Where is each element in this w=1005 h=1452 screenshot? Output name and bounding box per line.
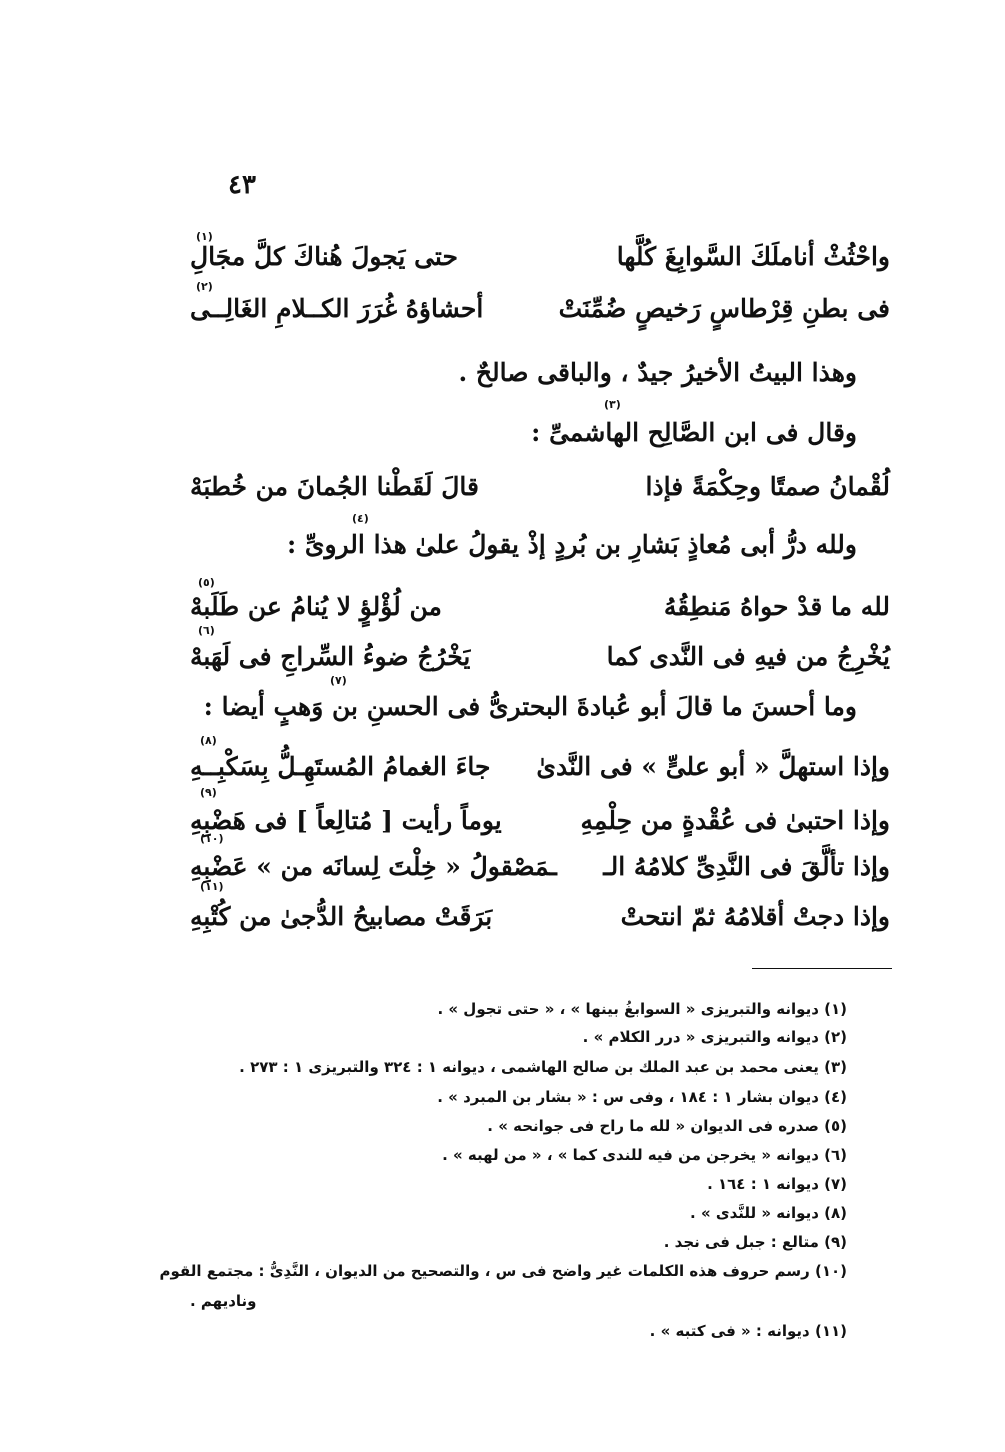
footnote-marker: (٥) xyxy=(198,576,215,589)
footnote-line: (٧) ديوانه ١ : ١٦٤ . xyxy=(707,1175,847,1193)
verse-line xyxy=(190,846,890,890)
prose-line: ولله درُّ أبى مُعاذٍ بَشارِ بن بُردٍ إذْ يقولُ علىٰ هذا الروىِّ : xyxy=(286,530,857,559)
verse-line xyxy=(190,288,890,332)
footnote-marker: (١) xyxy=(196,230,213,243)
prose-line: وما أحسنَ ما قالَ أبو عُبادةَ البحترىُّ فى الحسنِ بن وَهبٍ أيضا : xyxy=(203,692,857,721)
verse-hemistich-second: حتى يَجولَ هُناكَ كلَّ مجَالِ xyxy=(190,242,458,271)
prose-line: وقال فى ابن الصَّالِح الهاشمىِّ : xyxy=(531,418,857,447)
verse-line xyxy=(190,466,890,510)
verse-hemistich-second: أحشاؤهُ غُرَرَ الكــلامِ الغَالِــى xyxy=(190,294,484,323)
verse-hemistich-second: يَخْرُجُ ضوءُ السِّراجِ فى لَهَبهْ xyxy=(190,642,471,671)
footnote-line: (١١) ديوانه : « فى كتبه » . xyxy=(649,1322,847,1340)
footnote-line: (٤) ديوان بشار ١ : ١٨٤ ، وفى س : « بشار بن المبرد » . xyxy=(437,1088,847,1106)
footnote-marker: (١٠) xyxy=(200,832,224,845)
footnote-marker: (٢) xyxy=(196,280,213,293)
verse-line xyxy=(190,236,890,280)
footnote-marker: (٦) xyxy=(198,624,215,637)
footnote-marker: (٩) xyxy=(200,786,217,799)
footnote-separator xyxy=(752,968,892,969)
footnote-line: (٩) متالع : جبل فى نجد . xyxy=(663,1233,847,1251)
footnote-line: (٨) ديوانه « للنَّدى » . xyxy=(690,1204,847,1222)
verse-line xyxy=(190,586,890,630)
verse-hemistich-first: فى بطنِ قِرْطاسٍ رَخيصٍ ضُمِّنَتْ xyxy=(558,294,890,323)
footnote-marker: (٤) xyxy=(352,512,369,525)
footnote-marker: (١١) xyxy=(200,880,224,893)
verse-hemistich-first: وإذا احتبىٰ فى عُقْدةٍ من حِلْمِهِ xyxy=(580,806,890,835)
verse-hemistich-second: جاءَ الغمامُ المُستَهِـلُّ بِسَكْبِــهِ xyxy=(190,752,491,781)
verse-hemistich-second: من لُؤْلؤٍ لا يُنامُ عن طَلَبهْ xyxy=(190,592,442,621)
verse-hemistich-first: لُقْمانُ صمتًا وحِكْمَةً فإذا xyxy=(645,472,890,501)
verse-line xyxy=(190,746,890,790)
verse-hemistich-first: واحْثُثْ أناملَكَ السَّوابِغَ كُلَّها xyxy=(616,242,890,271)
footnote-line: (١٠) رسم حروف هذه الكلمات غير واضح فى س ، والتصحيح من الديوان ، النَّدِىُّ : مجتمع القوم xyxy=(159,1262,847,1280)
footnote-line: (١) ديوانه والتبريزى « السوابغُ بينها » ، « حتى تجول » . xyxy=(437,1000,847,1018)
verse-line xyxy=(190,636,890,680)
footnote-line: (٥) صدره فى الديوان « لله ما راح فى جوانحه » . xyxy=(487,1117,847,1135)
verse-line xyxy=(190,800,890,844)
verse-line xyxy=(190,896,890,940)
footnote-marker: (٨) xyxy=(200,734,217,747)
footnote-marker: (٣) xyxy=(604,398,621,411)
verse-hemistich-first: لله ما قدْ حواهُ مَنطِقُهُ xyxy=(663,592,890,621)
prose-line: وهذا البيتُ الأخيرُ جيدٌ ، والباقى صالحٌ . xyxy=(458,358,857,387)
verse-hemistich-second: قالَ لَقَطْنا الجُمانَ من خُطبَهْ xyxy=(190,472,479,501)
verse-hemistich-first: وإذا دجتْ أقلامُهُ ثمّ انتحتْ xyxy=(620,902,890,931)
footnote-marker: (٧) xyxy=(330,674,347,687)
verse-hemistich-second: بَرَقَتْ مصابيحُ الدُّجىٰ من كُتْبِهِ xyxy=(190,902,493,931)
verse-hemistich-first: وإذا تألَّقَ فى النَّدِىِّ كلامُهُ الـ xyxy=(603,852,890,881)
page-number: ٤٣ xyxy=(228,170,256,200)
verse-hemistich-second: يوماً رأيت [ مُتالِعاً ] فى هَضْبِهِ xyxy=(190,806,502,835)
verse-hemistich-first: يُخْرِجُ من فيهِ فى النَّدى كما xyxy=(606,642,890,671)
footnote-line: (٦) ديوانه « يخرجن من فيه للندى كما » ، « من لهبه » . xyxy=(442,1146,847,1164)
footnote-line: (٣) يعنى محمد بن عبد الملك بن صالح الهاشمى ، ديوانه ١ : ٣٢٤ والتبريزى ١ : ٢٧٣ . xyxy=(239,1058,847,1076)
footnote-line: (٢) ديوانه والتبريزى « درر الكلام » . xyxy=(582,1028,847,1046)
verse-hemistich-second: ـمَصْقولُ « خِلْتَ لِسانَه من » عَضْبِهِ xyxy=(190,852,557,881)
verse-hemistich-first: وإذا استهلَّ « أبو علىٍّ » فى النَّدىٰ xyxy=(536,752,890,781)
footnote-line: وناديهم . xyxy=(190,1292,257,1310)
